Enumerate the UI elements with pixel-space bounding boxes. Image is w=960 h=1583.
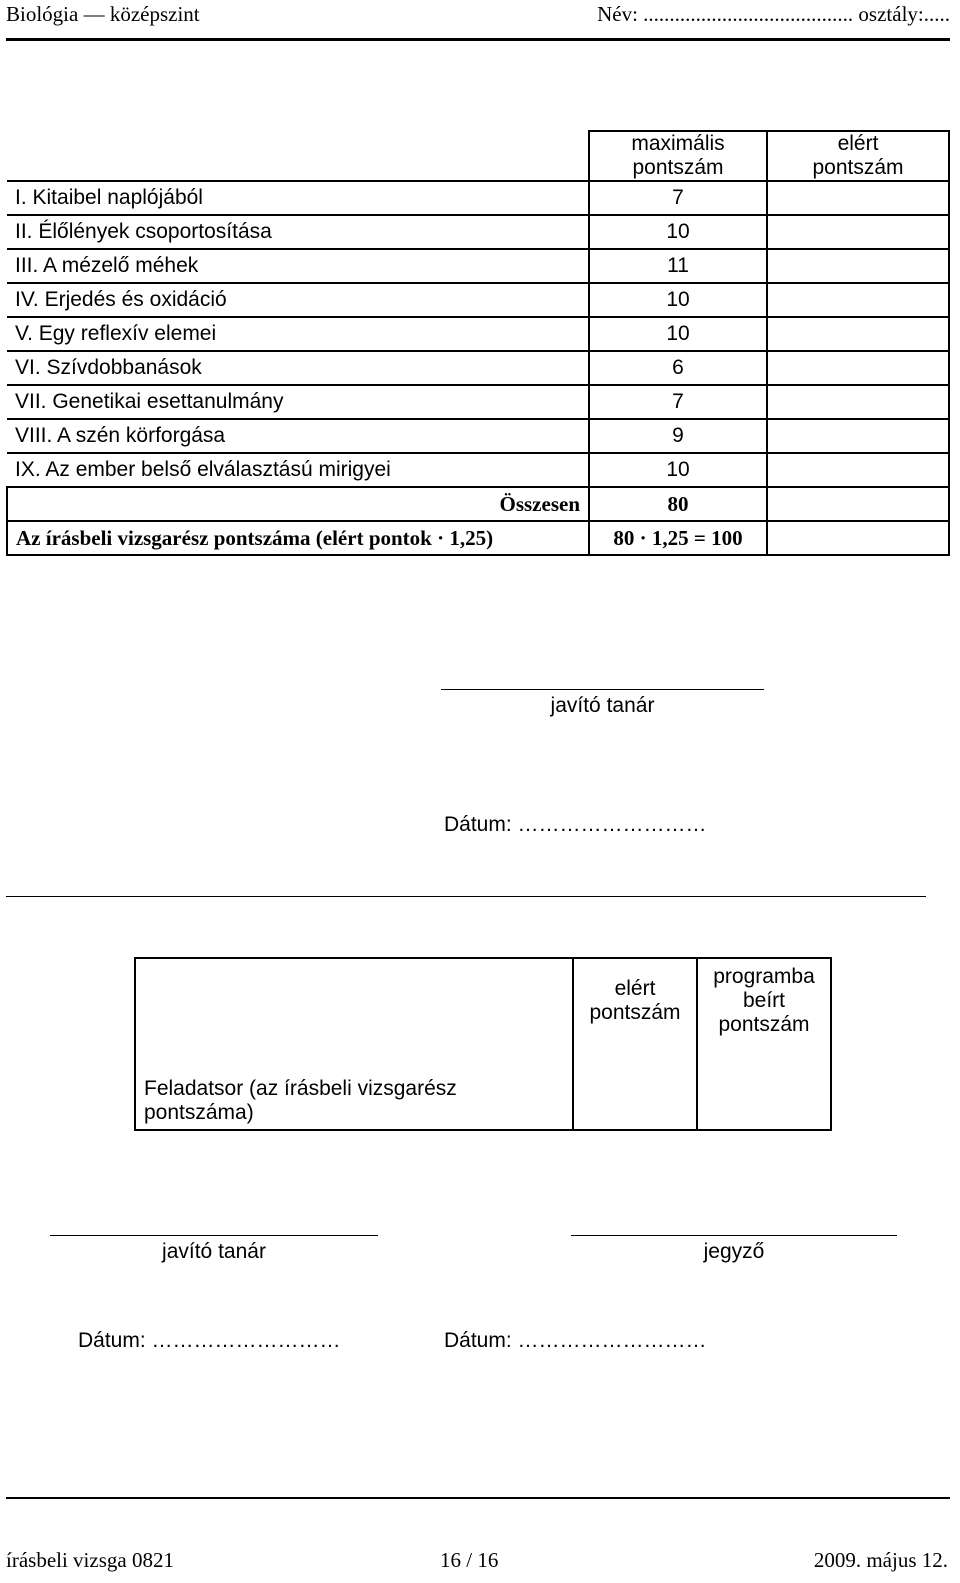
name-class-field: Név: ........................................ osztály:..... [597, 2, 950, 26]
total-row [7, 487, 949, 521]
written-score-formula: 80 · 1,25 = 100 [589, 521, 767, 555]
task-earned[interactable] [767, 215, 949, 249]
task-max: 10 [589, 317, 767, 351]
task-title: II. Élőlények csoportosítása [7, 215, 589, 249]
signature-line-clerk [571, 1235, 897, 1236]
final-row [135, 958, 831, 1130]
date-field-clerk: Dátum: ……………………… [444, 1329, 707, 1352]
signature-label: javító tanár [550, 694, 655, 717]
task-title: IX. Az ember belső elválasztású mirigyei [7, 453, 589, 487]
final-score-table [134, 957, 832, 1131]
date-field-teacher: Dátum: ……………………… [78, 1329, 341, 1352]
table-row [7, 317, 949, 351]
task-title: VIII. A szén körforgása [7, 419, 589, 453]
table-row [7, 249, 949, 283]
table-row [7, 453, 949, 487]
task-max: 7 [589, 385, 767, 419]
task-max: 10 [589, 215, 767, 249]
subject-title: Biológia — középszint [6, 2, 200, 26]
task-earned[interactable] [767, 419, 949, 453]
header-rule [6, 38, 950, 41]
col-earned-points: elért pontszám [767, 131, 949, 181]
task-max: 10 [589, 283, 767, 317]
table-row [7, 351, 949, 385]
signature-line-teacher [50, 1235, 378, 1236]
section-divider [6, 896, 926, 897]
footer-date: 2009. május 12. [813, 1548, 948, 1572]
footer-page-number: 16 / 16 [440, 1548, 499, 1572]
task-title: I. Kitaibel naplójából [7, 181, 589, 215]
written-score-label: Az írásbeli vizsgarész pontszáma (elért pontok · 1,25) [7, 521, 589, 555]
signature-label-teacher: javító tanár [162, 1240, 266, 1263]
table-row [7, 385, 949, 419]
score-table [6, 130, 950, 556]
task-title: IV. Erjedés és oxidáció [7, 283, 589, 317]
table-row [7, 215, 949, 249]
task-title: III. A mézelő méhek [7, 249, 589, 283]
task-earned[interactable] [767, 249, 949, 283]
task-title: VI. Szívdobbanások [7, 351, 589, 385]
written-score-row [7, 521, 949, 555]
task-title: V. Egy reflexív elemei [7, 317, 589, 351]
task-earned[interactable] [767, 283, 949, 317]
task-max: 11 [589, 249, 767, 283]
date-field: Dátum: ……………………… [444, 813, 707, 836]
task-earned[interactable] [767, 317, 949, 351]
total-value: 80 [589, 487, 767, 521]
footer-exam-code: írásbeli vizsga 0821 [6, 1548, 174, 1572]
final-col-earned: elért pontszám [573, 958, 697, 1130]
signature-label-clerk: jegyző [703, 1240, 765, 1263]
task-earned[interactable] [767, 453, 949, 487]
signature-line [441, 689, 764, 690]
final-col-entered: programba beírt pontszám [697, 958, 831, 1130]
final-row-label: Feladatsor (az írásbeli vizsgarész pontszáma) [135, 958, 573, 1130]
total-label: Összesen [7, 487, 589, 521]
total-earned[interactable] [767, 487, 949, 521]
task-max: 6 [589, 351, 767, 385]
task-title: VII. Genetikai esettanulmány [7, 385, 589, 419]
score-table-header [7, 131, 949, 181]
table-row [7, 283, 949, 317]
task-max: 7 [589, 181, 767, 215]
written-score-earned[interactable] [767, 521, 949, 555]
task-earned[interactable] [767, 351, 949, 385]
page-header [0, 0, 960, 40]
task-earned[interactable] [767, 181, 949, 215]
table-row [7, 419, 949, 453]
task-max: 10 [589, 453, 767, 487]
table-row [7, 181, 949, 215]
task-earned[interactable] [767, 385, 949, 419]
col-max-points: maximális pontszám [589, 131, 767, 181]
task-max: 9 [589, 419, 767, 453]
footer-rule [6, 1497, 950, 1499]
